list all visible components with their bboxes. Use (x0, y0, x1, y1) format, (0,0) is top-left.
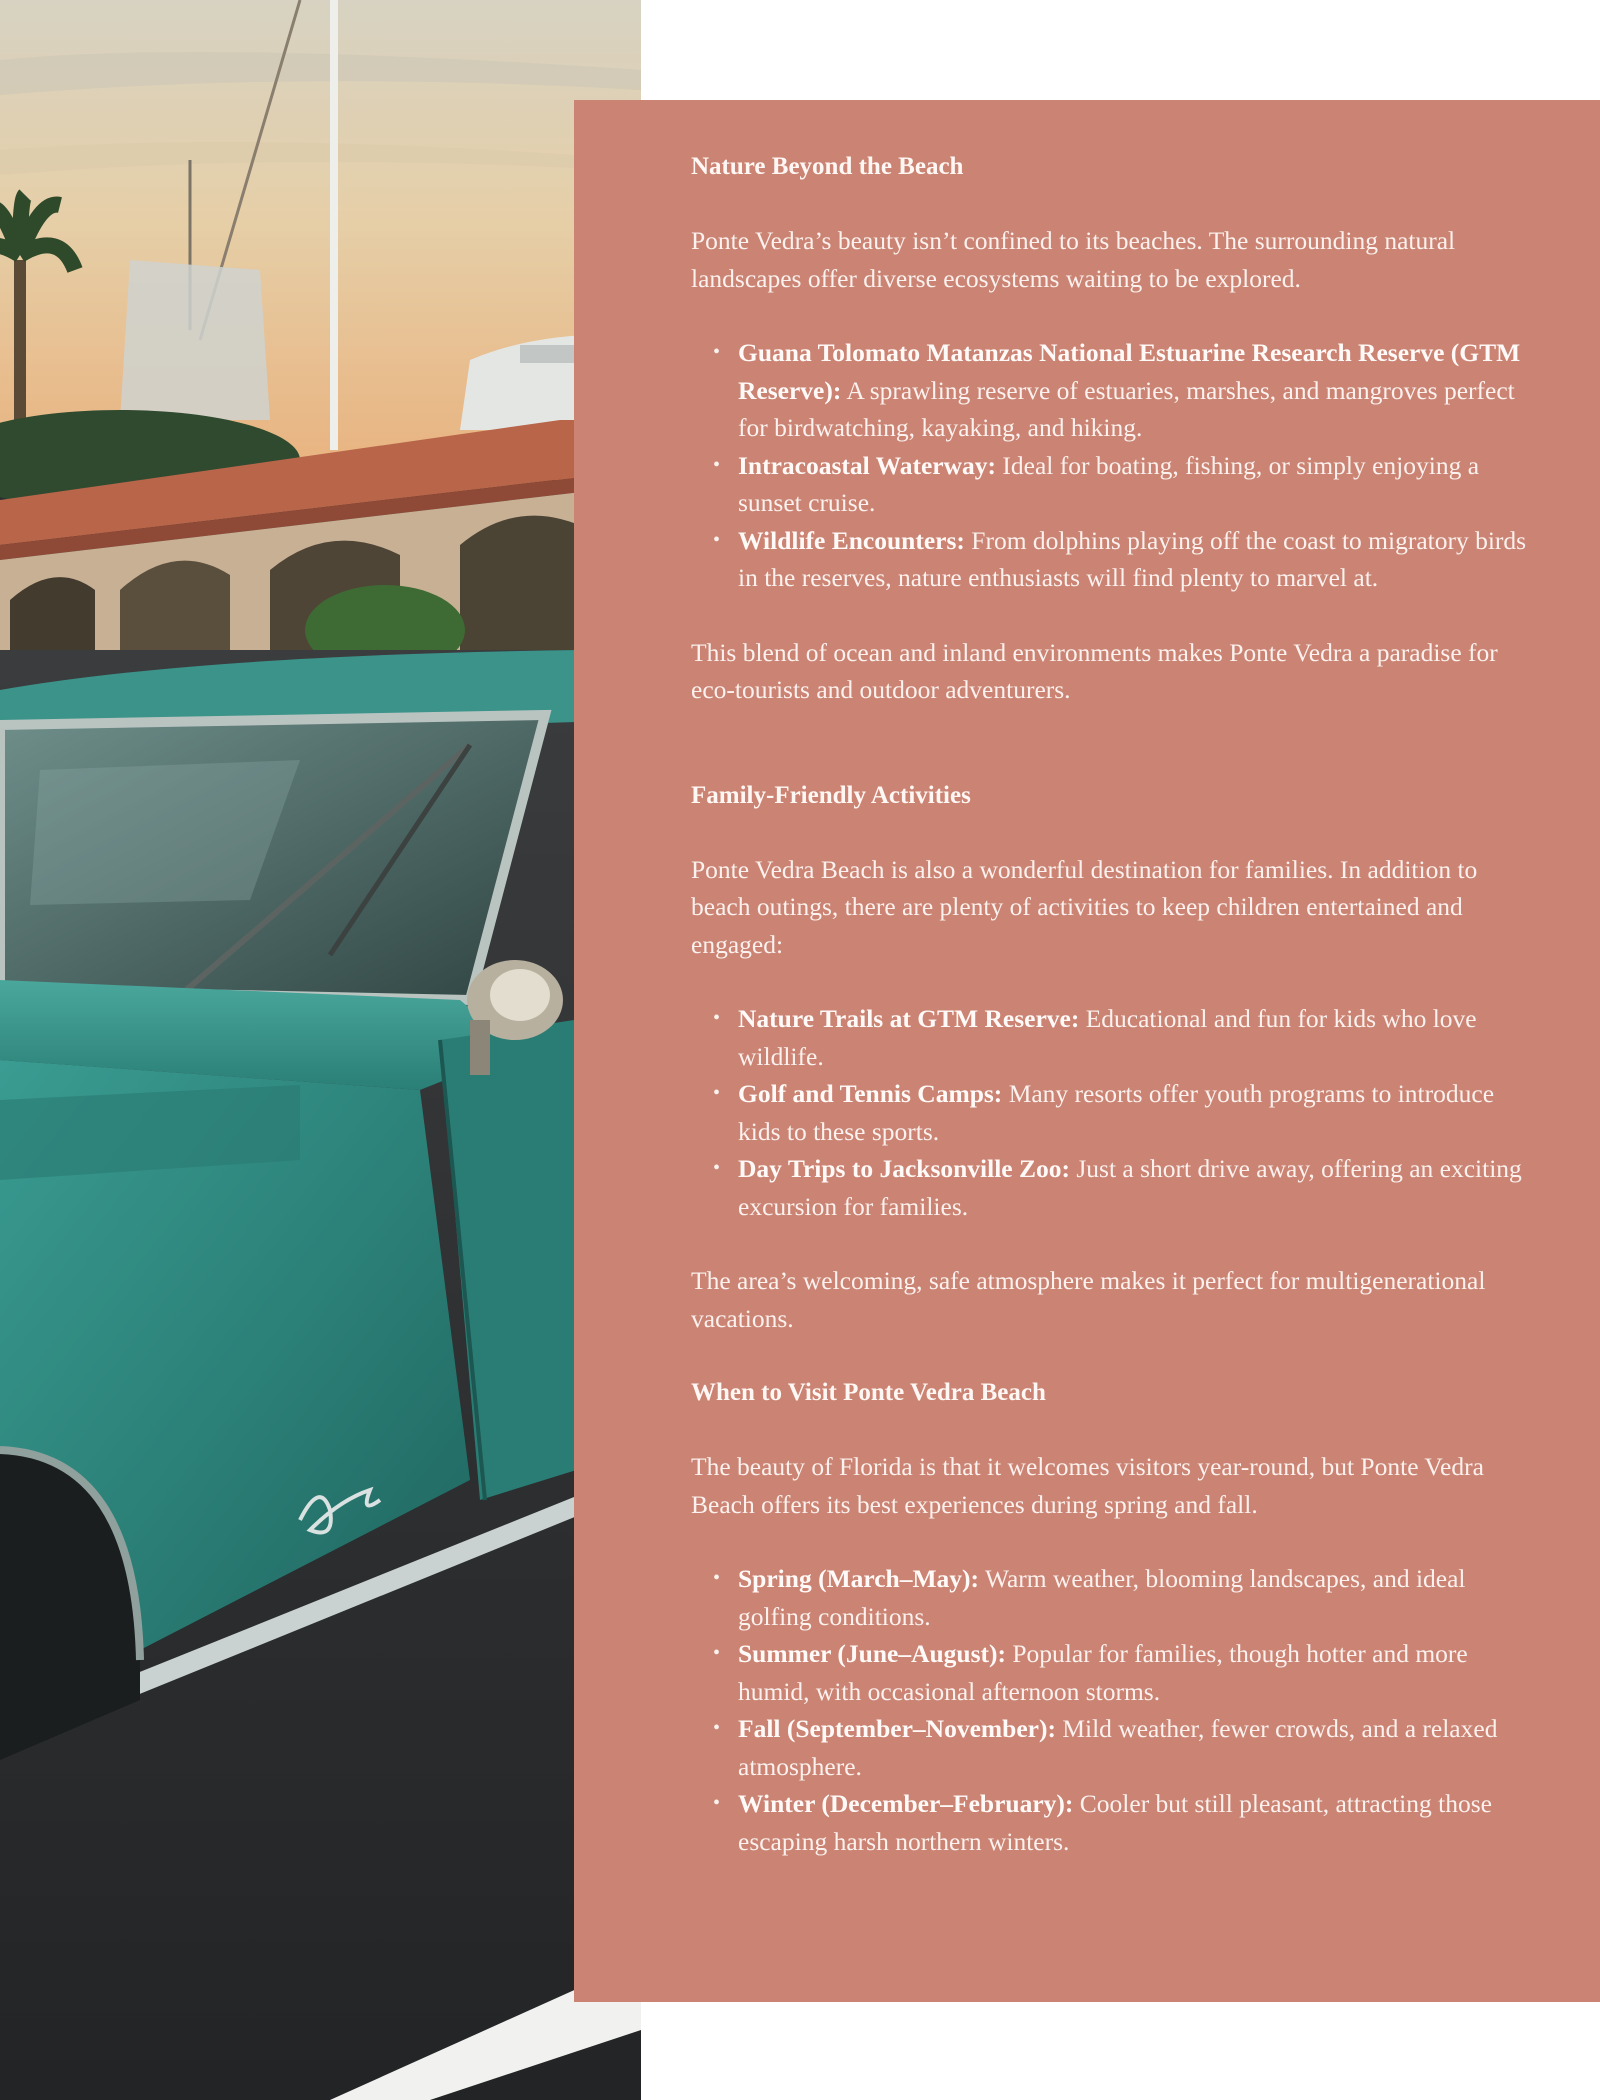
list-item-term: Golf and Tennis Camps: (738, 1079, 1003, 1108)
list-item (738, 1150, 1540, 1225)
bullet-list (691, 334, 1540, 597)
article-panel (574, 100, 1600, 2002)
list-item (738, 1560, 1540, 1635)
section-heading: Family-Friendly Activities (691, 781, 971, 809)
list-item (738, 334, 1540, 447)
list-item-text: Cooler but still pleasant, attracting those escaping harsh northern winters. (738, 1789, 1492, 1856)
list-item (738, 1710, 1540, 1785)
car-illustration (0, 0, 641, 2100)
section-outro: This blend of ocean and inland environments makes Ponte Vedra a paradise for eco-tourists and outdoor adventurers. (691, 637, 1498, 704)
list-item (738, 1635, 1540, 1710)
list-item-term: Spring (March–May): (738, 1564, 980, 1593)
list-item-term: Summer (June–August): (738, 1639, 1006, 1668)
section-intro: Ponte Vedra’s beauty isn’t confined to its beaches. The surrounding natural landscapes offer diverse ecosystems waiting to be explored. (691, 226, 1456, 293)
list-item-text: Just a short drive away, offering an exciting excursion for families. (738, 1154, 1522, 1221)
list-item-text: Ideal for boating, fishing, or simply enjoying a sunset cruise. (738, 450, 1480, 517)
list-item-term: Nature Trails at GTM Reserve: (738, 1004, 1080, 1033)
list-item-text: Many resorts offer youth programs to introduce kids to these sports. (738, 1079, 1495, 1146)
list-item-text: Popular for families, though hotter and more humid, with occasional afternoon storms. (738, 1639, 1468, 1706)
bullet-list (691, 1560, 1540, 1860)
list-item-term: Day Trips to Jacksonville Zoo: (738, 1154, 1070, 1183)
list-item-term: Winter (December–February): (738, 1789, 1074, 1818)
list-item (738, 522, 1540, 597)
section-intro: The beauty of Florida is that it welcomes visitors year-round, but Ponte Vedra Beach offers its best experiences during spring and fall. (691, 1452, 1484, 1519)
section-heading: When to Visit Ponte Vedra Beach (691, 1379, 1046, 1406)
list-item-term: Wildlife Encounters: (738, 525, 965, 555)
section-heading: Nature Beyond the Beach (691, 153, 964, 180)
list-item (738, 1785, 1540, 1860)
list-item-term: Intracoastal Waterway: (738, 450, 997, 480)
list-item (738, 447, 1540, 522)
section-intro: Ponte Vedra Beach is also a wonderful destination for families. In addition to beach outings, there are plenty of activities to keep children entertained and engaged: (691, 854, 1478, 959)
list-item-term: Fall (September–November): (738, 1714, 1056, 1743)
section-outro: The area’s welcoming, safe atmosphere makes it perfect for multigenerational vacations. (691, 1266, 1486, 1333)
list-item (738, 1075, 1540, 1150)
list-item-text: Educational and fun for kids who love wildlife. (738, 1004, 1477, 1071)
bullet-list (691, 1000, 1540, 1225)
vintage-car-photo (0, 0, 641, 2100)
list-item-text: From dolphins playing off the coast to migratory birds in the reserves, nature enthusiasts will find plenty to marvel at. (738, 525, 1527, 592)
list-item-text: A sprawling reserve of estuaries, marshes, and mangroves perfect for birdwatching, kayaking, and hiking. (738, 375, 1515, 442)
list-item-term: Guana Tolomato Matanzas National Estuarine Research Reserve (GTM Reserve): (738, 338, 1521, 405)
list-item (738, 1000, 1540, 1075)
list-item-text: Warm weather, blooming landscapes, and ideal golfing conditions. (738, 1564, 1466, 1631)
list-item-text: Mild weather, fewer crowds, and a relaxed atmosphere. (738, 1714, 1498, 1781)
